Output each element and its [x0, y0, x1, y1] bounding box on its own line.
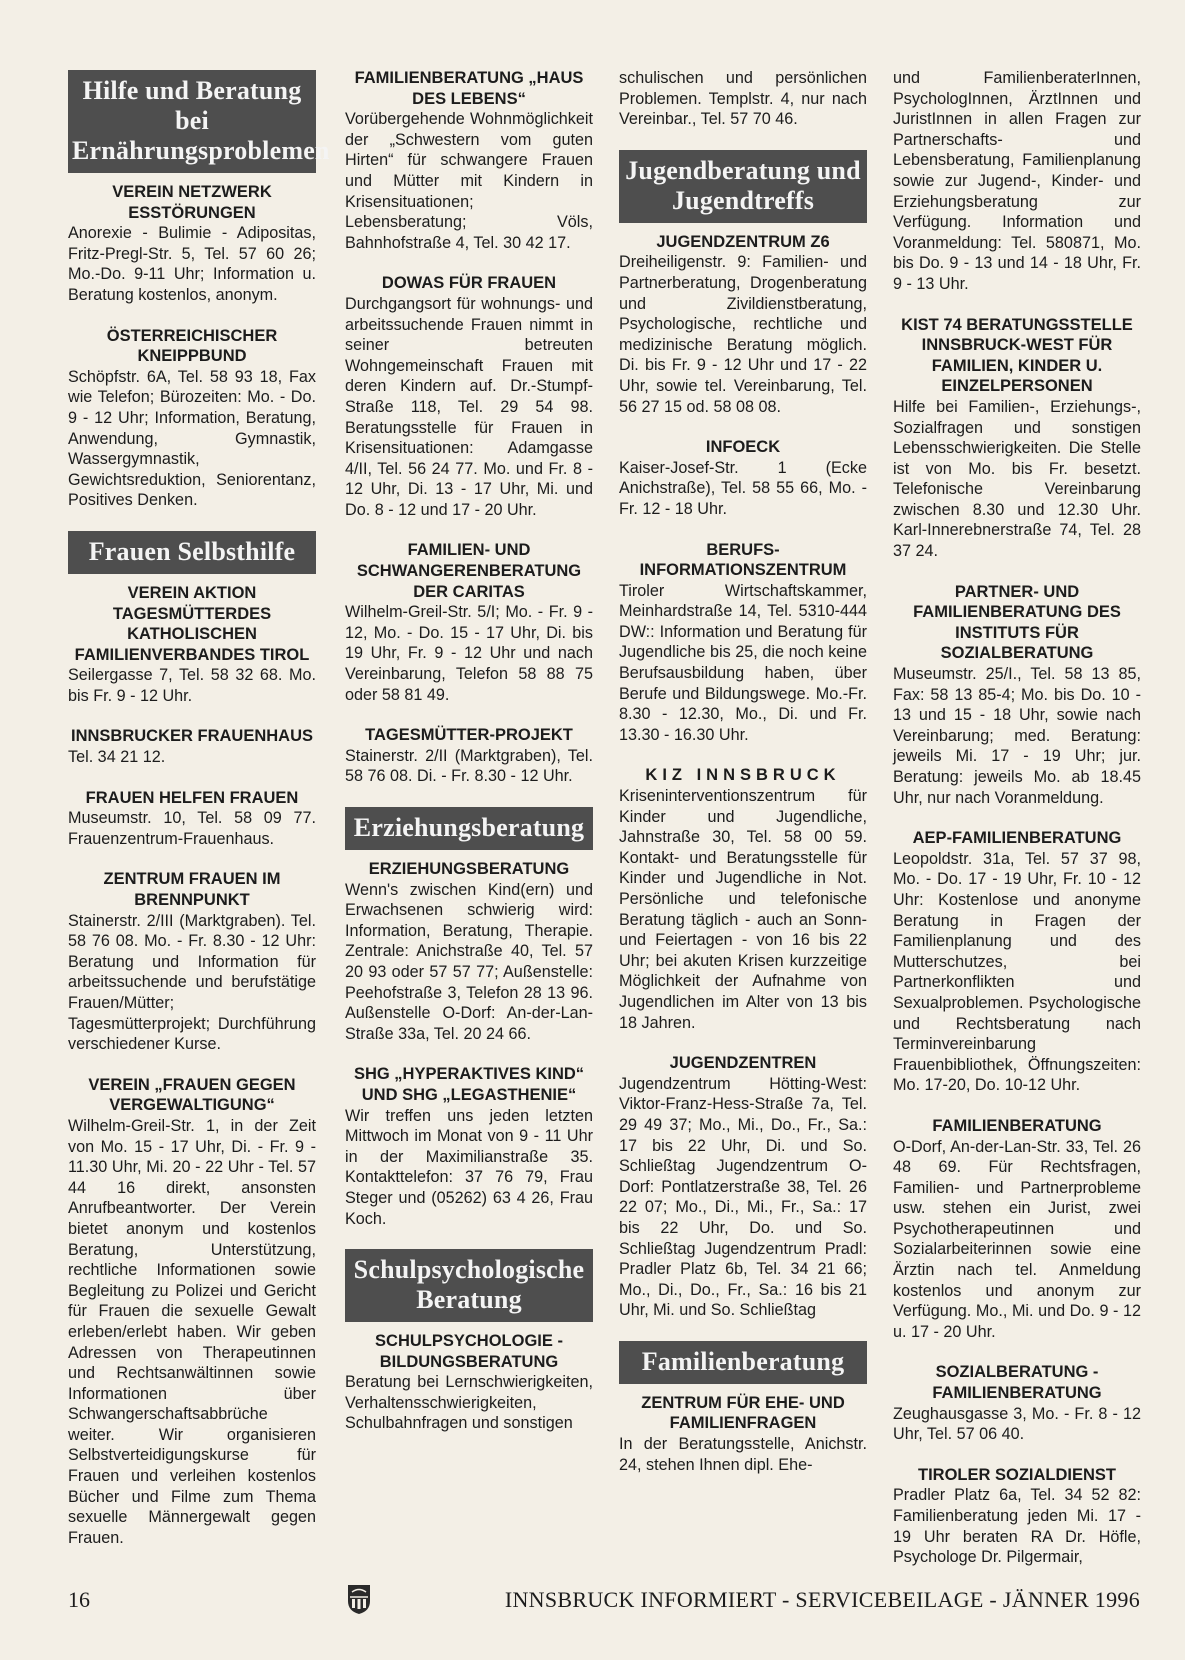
listing-entry: [893, 828, 1141, 1096]
entry-heading: KIST 74 BERATUNGSSTELLE INNSBRUCK-WEST FÜR FAMILIEN, KINDER U. EINZELPERSONEN: [901, 315, 1133, 396]
listing-entry: [619, 437, 867, 519]
entry-text: Leopoldstr. 31a, Tel. 57 37 98, Mo. - Do. 17 - 19 Uhr, Fr. 10 - 12 Uhr: Kostenlose und anonyme Beratung in Fragen der Familienplanung und des Mutterschutzes, bei Partnerkonflikten und Sexualproblemen. Psychologische und Rechtsberatung nach Terminvereinbarung Frauenbibliothek, Öffnungszeiten: Mo. 17-20, Do. 10-12 Uhr.: [893, 849, 1141, 1095]
entry-heading: VEREIN „FRAUEN GEGEN VERGEWALTIGUNG“: [88, 1075, 296, 1115]
entry-heading: JUGENDZENTRUM Z6: [656, 232, 830, 251]
listing-entry: [893, 1362, 1141, 1444]
entry-heading: TAGESMÜTTER-PROJEKT: [365, 726, 573, 745]
listing-entry: [893, 315, 1141, 562]
section-banner: Familienberatung: [619, 1341, 867, 1384]
entry-text: Beratung bei Lernschwierigkeiten, Verhaltensschwierigkeiten, Schulbahnfragen und sonstigen: [345, 1373, 593, 1433]
section-banner: Erziehungsberatung: [345, 807, 593, 850]
listing-entry: [345, 540, 593, 705]
entry-heading: INNSBRUCKER FRAUENHAUS: [70, 727, 313, 746]
section-banner: Jugendberatung und Jugendtreffs: [619, 150, 867, 223]
entry-heading: AEP-FAMILIENBERATUNG: [912, 829, 1122, 848]
section-banner: Schulpsychologische Beratung: [345, 1249, 593, 1322]
entry-heading: INFOECK: [705, 438, 781, 457]
listing-entry: [619, 68, 867, 130]
page-number: 16: [68, 1587, 90, 1612]
entry-heading: JUGENDZENTREN: [669, 1054, 817, 1073]
entry-text: Wir treffen uns jeden letzten Mittwoch im Monat von 9 - 11 Uhr in der Maximilianstraße 35. Kontakttelefon: 37 76 79, Frau Steger und (05262) 63 4 26, Frau Koch.: [345, 1106, 593, 1228]
listing-entry: [345, 273, 593, 520]
innsbruck-coat-of-arms-icon: [346, 1583, 372, 1615]
listing-entry: [619, 1053, 867, 1321]
column-3: [619, 68, 867, 1495]
listing-entry: [619, 540, 867, 746]
entry-text: Dreiheiligenstr. 9: Familien- und Partnerberatung, Drogenberatung und Zivildienstberatung, Psychologische, rechtliche und medizinische Beratung möglich. Di. bis Fr. 9 - 12 Uhr und 17 - 22 Uhr, sowie tel. Vereinbarung, Tel. 56 27 15 od. 58 08 08.: [619, 253, 867, 416]
entry-text: Tiroler Wirtschaftskammer, Meinhardstraße 14, Tel. 5310-444 DW:: Information und Beratung für Jugendliche bis 25, die noch keine Berufsausbildung haben, über Berufe und Bildungswege. Mo.-Fr. 8.30 - 12.30, Mo., Di. und Fr. 13.30 - 16.30 Uhr.: [619, 581, 867, 744]
listing-entry: [345, 725, 593, 787]
entry-text: Jugendzentrum Hötting-West: Viktor-Franz-Hess-Straße 7a, Tel. 29 49 37; Mo., Mi., Do., Fr., Sa.: 17 bis 22 Uhr, Di. und So. Schließtag Jugendzentrum O-Dorf: Pontlatzerstraße 38, Tel. 26 22 07; Mo., Di., Mi., Fr., Sa.: 17 bis 22 Uhr, Do. und So. Schließtag Jugendzentrum Pradl: Pradler Platz 6b, Tel. 34 21 66; Mo., Di., Do., Fr., Sa.: 16 bis 21 Uhr, Mi. und So. Schließtag: [619, 1074, 867, 1320]
column-2: [345, 68, 593, 1454]
column-4: [893, 68, 1141, 1588]
listing-entry: [68, 182, 316, 306]
listing-entry: [619, 1393, 867, 1475]
entry-text: Kaiser-Josef-Str. 1 (Ecke Anichstraße), Tel. 58 55 66, Mo. - Fr. 12 - 18 Uhr.: [619, 458, 867, 518]
entry-text: Museumstr. 25/I., Tel. 58 13 85, Fax: 58 13 85-4; Mo. bis Do. 10 - 13 und 15 - 18 Uhr, sowie nach Vereinbarung; med. Beratung: jeweils Mi. 17 - 19 Uhr; jur. Beratung: jeweils Mo. ab 18.45 Uhr, nur nach Voranmeldung.: [893, 665, 1141, 807]
listing-entry: [345, 1064, 593, 1229]
entry-heading: SHG „HYPERAKTIVES KIND“ UND SHG „LEGASTHENIE“: [353, 1065, 585, 1104]
entry-heading: BERUFS-INFORMATIONSZENTRUM: [639, 540, 847, 580]
section-banner: Hilfe und Beratung bei Ernährungsproblemen: [68, 70, 316, 173]
entry-heading: VEREIN AKTION TAGESMÜTTERDES KATHOLISCHEN FAMILIENVERBANDES TIROL: [74, 583, 310, 664]
listing-entry: [619, 232, 867, 417]
entry-text: In der Beratungsstelle, Anichstr. 24, stehen Ihnen dipl. Ehe-: [619, 1435, 867, 1474]
entry-text: Wilhelm-Greil-Str. 1, in der Zeit von Mo. 15 - 17 Uhr, Di. - Fr. 9 - 11.30 Uhr, Mi. 20 - 22 Uhr - Tel. 57 44 16 direkt, ansonsten Anrufbeantworter. Der Verein bietet anonym und kostenlos Beratung, Unterstützung, rechtliche Informationen sowie Begleitung zu Polizei und Gericht für Frauen die sexuelle Gewalt erleben/erlebt haben. Wir geben Adressen von Therapeutinnen und Rechtsanwältinnen sowie Informationen über Schwangerschaftsabbrüche weiter. Wir organisieren Selbstverteidigungskurse für Frauen und verleihen kostenlos Bücher und Filme zum Thema sexuelle Männergewalt gegen Frauen.: [68, 1116, 316, 1547]
publication-title: INNSBRUCK INFORMIERT - SERVICEBEILAGE - JÄNNER 1996: [504, 1587, 1140, 1612]
entry-text: Durchgangsort für wohnungs- und arbeitssuchende Frauen nimmt in seiner betreuten Wohngemeinschaft Frauen mit deren Kindern auf. Dr.-Stumpf-Straße 118, Tel. 29 54 98. Beratungsstelle für Frauen in Krisensituationen: Adamgasse 4/II, Tel. 56 24 77. Mo. und Fr. 8 - 12 Uhr, Di. 13 - 17 Uhr, Mi. und Do. 8 - 12 und 17 - 20 Uhr.: [345, 294, 593, 519]
entry-text: schulischen und persönlichen Problemen. Templstr. 4, nur nach Vereinbar., Tel. 57 70 46.: [619, 69, 867, 129]
entry-heading: ZENTRUM FRAUEN IM BRENNPUNKT: [103, 870, 281, 910]
entry-heading: VEREIN NETZWERK ESSTÖRUNGEN: [112, 183, 272, 222]
entry-heading: ÖSTERREICHISCHER KNEIPPBUND: [106, 326, 278, 366]
listing-entry: [893, 1465, 1141, 1568]
listing-entry: [345, 1331, 593, 1434]
listing-entry: [893, 1116, 1141, 1343]
listing-entry: [345, 68, 593, 253]
entry-text: und FamilienberaterInnen, PsychologInnen, ÄrztInnen und JuristInnen in allen Fragen zur Partnerschafts- und Lebensberatung, Familienplanung sowie zur Jugend-, Kinder- und Erziehungsberatung zur Verfügung. Information und Voranmeldung: Tel. 580871, Mo. bis Do. 9 - 13 und 14 - 18 Uhr, Fr. 9 - 13 Uhr.: [893, 69, 1141, 293]
listing-entry: [68, 1075, 316, 1549]
entry-text: Hilfe bei Familien-, Erziehungs-, Sozialfragen und sonstigen Lebensschwierigkeiten. Die Stelle ist von Mo. bis Fr. besetzt. Telefonische Vereinbarung zwischen 8.30 und 12.30 Uhr. Karl-Innerebnerstraße 74, Tel. 28 37 24.: [893, 397, 1141, 561]
listing-entry: [68, 726, 316, 767]
listing-entry: [619, 765, 867, 1033]
entry-heading: DOWAS FÜR FRAUEN: [381, 274, 557, 293]
entry-text: Anorexie - Bulimie - Adipositas, Fritz-Pregl-Str. 5, Tel. 57 60 26; Mo.-Do. 9-11 Uhr; Information u. Beratung kostenlos, anonym.: [68, 224, 316, 304]
entry-text: Kriseninterventionszentrum für Kinder und Jugendliche, Jahnstraße 30, Tel. 58 00 59. Kontakt- und Beratungsstelle für Kinder und Jugendliche in Not. Persönliche und telefonische Beratung täglich - auch an Sonn- und Feiertagen - von 16 bis 22 Uhr; bei akuten Krisen kurzzeitige Möglichkeit der Aufnahme von Jugendlichen im Alter von 13 bis 18 Jahren.: [619, 787, 867, 1032]
column-1: [68, 68, 330, 1568]
entry-heading: FRAUEN HELFEN FRAUEN: [85, 788, 299, 807]
listing-entry: [345, 859, 593, 1044]
entry-text: Tel. 34 21 12.: [68, 748, 166, 767]
entry-text: Museumstr. 10, Tel. 58 09 77. Frauenzentrum-Frauenhaus.: [68, 809, 316, 848]
entry-text: O-Dorf, An-der-Lan-Str. 33, Tel. 26 48 69. Für Rechtsfragen, Familien- und Partnerprobleme usw. stehen ein Jurist, zwei Psychotherapeutinnen und Sozialarbeiterinnen sowie eine Ärztin nach tel. Anmeldung kostenlos und anonym zur Verfügung. Mo., Mi. und Do. 9 - 12 u. 17 - 20 Uhr.: [893, 1137, 1141, 1341]
entry-heading: SCHULPSYCHOLOGIE - BILDUNGSBERATUNG: [375, 1332, 563, 1371]
entry-text: Wenn's zwischen Kind(ern) und Erwachsenen schwierig wird: Information, Beratung, Therapie. Zentrale: Anichstraße 40, Tel. 57 20 93 oder 57 57 77; Außenstelle: Peehofstraße 3, Telefon 28 13 96. Außenstelle O-Dorf: An-der-Lan-Straße 33a, Tel. 20 24 66.: [345, 880, 593, 1043]
entry-text: Stainerstr. 2/II (Marktgraben), Tel. 58 76 08. Di. - Fr. 8.30 - 12 Uhr.: [345, 746, 593, 786]
entry-heading: SOZIALBERATUNG - FAMILIENBERATUNG: [932, 1363, 1102, 1403]
listing-entry: [893, 68, 1141, 295]
page-footer: [68, 1583, 1140, 1623]
entry-text: Schöpfstr. 6A, Tel. 58 93 18, Fax wie Telefon; Bürozeiten: Mo. - Do. 9 - 12 Uhr; Information, Beratung, Anwendung, Gymnastik, Wassergymnastik, Gewichtsreduktion, Seniorentanz, Positives Denken.: [68, 367, 316, 510]
entry-text: Seilergasse 7, Tel. 58 32 68. Mo. bis Fr. 9 - 12 Uhr.: [68, 666, 316, 705]
entry-heading: TIROLER SOZIALDIENST: [918, 1465, 1116, 1484]
listing-entry: [68, 869, 316, 1054]
entry-text: Pradler Platz 6a, Tel. 34 52 82: Familienberatung jeden Mi. 17 - 19 Uhr beraten RA Dr. Höfle, Psychologe Dr. Pilgermair,: [893, 1486, 1141, 1567]
entry-text: Stainerstr. 2/III (Marktgraben). Tel. 58 76 08. Mo. - Fr. 8.30 - 12 Uhr: Beratung und Information für arbeitssuchende und berufstätige Frauen/Mütter; Tagesmütterprojekt; Durchführung verschiedener Kurse.: [68, 911, 316, 1054]
listing-entry: [68, 788, 316, 850]
entry-text: Zeughausgasse 3, Mo. - Fr. 8 - 12 Uhr, Tel. 57 06 40.: [893, 1404, 1141, 1444]
listing-entry: [68, 583, 316, 707]
entry-heading: FAMILIENBERATUNG: [932, 1116, 1102, 1135]
entry-text: Vorübergehende Wohnmöglichkeit der „Schwestern vom guten Hirten“ für schwangere Frauen und Mütter mit Kindern in Krisensituationen; Lebensberatung; Völs, Bahnhofstraße 4, Tel. 30 42 17.: [345, 110, 593, 252]
entry-heading: ZENTRUM FÜR EHE- UND FAMILIENFRAGEN: [641, 1393, 845, 1433]
listing-entry: [68, 326, 316, 511]
entry-heading: KIZ INNSBRUCK: [645, 766, 841, 785]
entry-heading: ERZIEHUNGSBERATUNG: [368, 860, 570, 878]
entry-text: Wilhelm-Greil-Str. 5/I; Mo. - Fr. 9 - 12, Mo. - Do. 15 - 17 Uhr, Di. bis 19 Uhr, Fr. 9 - 12 Uhr und nach Vereinbarung, Telefon 58 88 75 oder 58 81 49.: [345, 603, 593, 704]
entry-heading: PARTNER- UND FAMILIENBERATUNG DES INSTITUTS FÜR SOZIALBERATUNG: [913, 582, 1121, 663]
section-banner: Frauen Selbsthilfe: [68, 531, 316, 574]
entry-heading: FAMILIENBERATUNG „HAUS DES LEBENS“: [354, 69, 584, 108]
entry-heading: FAMILIEN- UND SCHWANGERENBERATUNG DER CARITAS: [356, 541, 582, 601]
listing-entry: [893, 582, 1141, 809]
